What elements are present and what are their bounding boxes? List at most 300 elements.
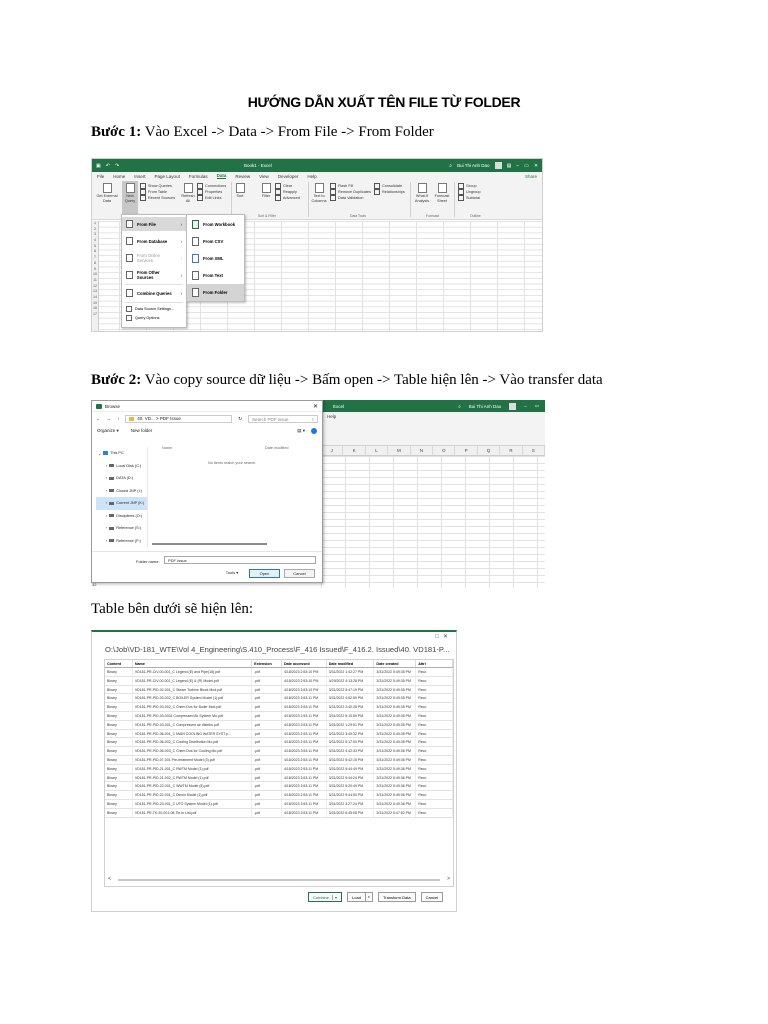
table-cell: 3/31/2022 3:27:24 PM (327, 800, 375, 808)
step-1-label: Bước 1: (91, 124, 142, 140)
table-cell: VD181-PR-PID-03-0031 Compressed Air System Mo.pdf (133, 712, 252, 720)
drive-icon (109, 464, 114, 467)
recent-sources-button[interactable]: Recent Sources (140, 195, 175, 201)
remove-duplicates-button[interactable]: Remove Duplicates (330, 189, 371, 195)
table-cell: Reco (416, 791, 453, 799)
nav-item[interactable]: ⌄ This PC (98, 451, 124, 456)
dialog-buttons (308, 892, 443, 902)
table-cell: 3/31/2022 5:49:36 PM (374, 774, 416, 782)
subtotal-button[interactable]: Subtotal (458, 195, 481, 201)
column-header[interactable]: Content (105, 660, 133, 667)
table-cell: 3/31/2022 5:49:35 PM (374, 677, 416, 685)
table-cell: 3/31/2022 5:49:36 PM (374, 782, 416, 790)
chevron-right-icon[interactable]: › (106, 476, 108, 481)
chevron-down-icon[interactable]: ⌄ (98, 451, 102, 456)
new-query-button[interactable]: New Query (123, 183, 137, 203)
address-bar (92, 412, 322, 425)
row-header[interactable]: 6 (94, 249, 96, 254)
table-cell: Reco (416, 747, 453, 755)
menu-home[interactable]: Home (113, 173, 126, 179)
transform-data-button[interactable]: Transform Data (378, 892, 416, 902)
table-row[interactable] (105, 730, 453, 739)
table-cell: Binary (105, 712, 133, 720)
chevron-right-icon[interactable]: › (106, 526, 108, 531)
table-cell: 4/18/2023 2:53:10 PM (282, 677, 327, 685)
table-cell: Binary (105, 686, 133, 694)
menu-from-file[interactable]: From File › (122, 217, 186, 231)
row-header[interactable]: 10 (93, 272, 97, 277)
table-cell: Binary (105, 756, 133, 764)
flash-fill-button[interactable]: Flash Fill (330, 183, 371, 189)
table-cell: .pdf (252, 668, 282, 676)
table-cell: .pdf (252, 756, 282, 764)
help-icon[interactable] (311, 428, 317, 434)
drive-icon (109, 527, 114, 530)
table-cell: Binary (105, 782, 133, 790)
table-cell: .pdf (252, 677, 282, 685)
what-if-analysis-button[interactable]: What-If Analysis (414, 183, 430, 203)
column-header[interactable]: K (343, 446, 365, 455)
from-file-submenu (186, 214, 245, 302)
table-cell: 3/31/2022 5:49:36 PM (374, 747, 416, 755)
table-cell: Binary (105, 800, 133, 808)
table-row[interactable] (105, 703, 453, 712)
table-cell: VD181-PR-CIV-00-001_C Legend (E) and Pipe(18).pdf (133, 668, 252, 676)
cloud-icon (126, 254, 133, 262)
menu-combine-queries[interactable]: Combine Queries › (122, 286, 186, 300)
file-list-header (162, 446, 312, 450)
column-header[interactable]: M (388, 446, 410, 455)
maximize-icon[interactable]: ▭ (534, 403, 539, 408)
nav-item[interactable]: › Reference (P:) (106, 538, 141, 543)
table-cell: VD181-PR-PID-06-001_C MAIN COOLING WATER SYST.p... (133, 730, 252, 738)
table-row[interactable] (105, 668, 453, 677)
table-cell: 3/31/2022 5:49:35 PM (374, 712, 416, 720)
row-header[interactable]: 14 (93, 294, 97, 299)
cancel-button[interactable]: Cancel (421, 892, 443, 902)
table-cell: 4/18/2023 2:53:11 PM (282, 730, 327, 738)
horizontal-scrollbar[interactable] (104, 876, 454, 883)
column-header[interactable]: P (455, 446, 477, 455)
menu-help[interactable]: Help (307, 173, 317, 179)
table-cell: VD181-PR-PID-06-002_C Cooling Distribution Mo.pdf (133, 738, 252, 746)
submenu-from-folder[interactable]: From Folder (187, 284, 244, 301)
data-validation-button[interactable]: Data Validation (330, 195, 371, 201)
table-cell: 4/18/2023 3:53:11 PM (282, 800, 327, 808)
excel-data-menu-screenshot (91, 158, 543, 332)
text-file-icon (192, 271, 199, 280)
table-cell: Reco (416, 756, 453, 764)
menu-formulas[interactable]: Formulas (188, 173, 208, 179)
column-headers (321, 446, 545, 456)
outline-group (458, 183, 481, 201)
table-cell: 4/18/2023 3:53:11 PM (282, 721, 327, 729)
table-row[interactable] (105, 791, 453, 800)
xml-icon (192, 254, 199, 263)
table-cell: VD181-PR-PID-02-001_C Steam Turbine Block Mod.pdf (133, 686, 252, 694)
table-cell: 4/18/2023 3:53:11 PM (282, 694, 327, 702)
browse-title-bar: Browse ✕ (92, 401, 322, 412)
connections-group (197, 183, 226, 201)
table-cell: VD181-PR-PID-21-001_C RWTM Model (1).pdf (133, 765, 252, 773)
table-cell: 4/18/2023 2:53:11 PM (282, 756, 327, 764)
redo-icon[interactable]: ↷ (114, 162, 120, 169)
folder-icon (129, 417, 134, 421)
table-cell: 3/31/2022 4:42:33 PM (327, 747, 375, 755)
reapply-button[interactable]: Reapply (275, 189, 300, 195)
row-header[interactable]: 13 (93, 289, 97, 294)
chevron-right-icon: › (180, 255, 182, 261)
avatar[interactable] (495, 162, 502, 169)
table-row[interactable] (105, 712, 453, 721)
menu-data-source-settings[interactable]: Data Source Settings... (126, 306, 174, 312)
menu-developer[interactable]: Developer (277, 173, 299, 179)
table-cell: .pdf (252, 791, 282, 799)
search-icon[interactable]: ⌕ (458, 403, 461, 409)
table-row[interactable] (105, 747, 453, 756)
submenu-from-xml[interactable]: From XML (187, 250, 244, 267)
table-cell: 3/31/2022 5:49:35 PM (374, 694, 416, 702)
advanced-button[interactable]: Advanced (275, 195, 300, 201)
nav-item[interactable]: › Closed JNP (I:) (106, 488, 142, 493)
relationships-button[interactable]: Relationships (374, 189, 405, 195)
scroll-left-icon[interactable]: < (108, 876, 111, 882)
table-cell: 3/31/2022 5:49:36 PM (374, 800, 416, 808)
menu-file[interactable]: File (97, 173, 105, 179)
cancel-button[interactable]: Cancel (284, 569, 315, 578)
share-button[interactable]: Share (524, 173, 537, 179)
row-header[interactable]: 3 (94, 232, 96, 237)
table-cell: .pdf (252, 694, 282, 702)
row-header[interactable]: 5 (94, 243, 96, 248)
table-row[interactable] (105, 738, 453, 747)
nav-item[interactable]: › Local Disk (C:) (106, 463, 142, 468)
excel-title-bar (92, 159, 542, 172)
column-header[interactable]: J (321, 446, 343, 455)
table-cell: VD181-PR-PID-07-001 Pre-treatment Model (3).pdf (133, 756, 252, 764)
menu-from-online-services[interactable]: From Online Services › (122, 251, 186, 265)
new-query-dropdown (121, 214, 187, 328)
refresh-icon[interactable]: ↻ (238, 415, 242, 421)
consolidate-button[interactable]: Consolidate (374, 183, 405, 189)
close-icon[interactable]: ✕ (312, 403, 318, 410)
table-cell: 4/18/2023 3:53:10 PM (282, 686, 327, 694)
get-external-data-button[interactable]: Get External Data (95, 183, 119, 203)
connections-button[interactable]: Connections (197, 183, 226, 189)
table-cell: Binary (105, 738, 133, 746)
minimize-icon[interactable]: – (524, 403, 527, 409)
folder-name-input[interactable]: PDF Issue (164, 556, 316, 564)
table-cell: 3/31/2022 1:42:27 PM (327, 668, 375, 676)
column-header[interactable]: Name (133, 660, 252, 667)
chevron-right-icon[interactable]: › (106, 463, 108, 468)
chevron-right-icon: › (180, 238, 182, 244)
database-icon (126, 237, 133, 245)
table-row[interactable] (105, 756, 453, 765)
table-cell: 3/31/2022 5:20:49 PM (327, 782, 375, 790)
table-cell: Reco (416, 730, 453, 738)
submenu-from-text[interactable]: From Text (187, 267, 244, 284)
table-cell: 4/18/2023 3:53:11 PM (282, 703, 327, 711)
menu-data[interactable]: Data (216, 173, 227, 178)
table-cell: 3/31/2022 1:29:51 PM (327, 721, 375, 729)
step-2 (91, 372, 603, 389)
table-cell: 4/18/2023 3:53:11 PM (282, 774, 327, 782)
column-header[interactable]: L (366, 446, 388, 455)
text-to-columns-button[interactable]: Text to Columns (311, 183, 327, 203)
filter-button[interactable]: Filter (260, 183, 272, 199)
table-cell: Reco (416, 703, 453, 711)
chevron-right-icon[interactable]: › (106, 488, 108, 493)
table-cell: VD181-PR-PID-22-001_C Dioxin Model (1).pdf (133, 791, 252, 799)
table-cell: .pdf (252, 730, 282, 738)
path-input[interactable]: 40. VD... > PDF Issue (125, 415, 232, 423)
other-sources-icon (126, 271, 133, 279)
table-cell: 3/31/2022 5:49:35 PM (374, 730, 416, 738)
table-row[interactable] (105, 694, 453, 703)
table-cell: .pdf (252, 738, 282, 746)
drive-icon (109, 477, 114, 480)
nav-item[interactable]: › DATA (D:) (106, 476, 133, 481)
csv-icon (192, 237, 199, 246)
table-cell: .pdf (252, 703, 282, 711)
from-table-button[interactable]: From Table (140, 189, 175, 195)
excel-menu-bar (321, 412, 545, 422)
forecast-sheet-button[interactable]: Forecast Sheet (434, 183, 450, 203)
menu-review[interactable]: Review (235, 173, 251, 179)
scroll-right-icon[interactable]: > (447, 876, 450, 882)
table-cell: 3/31/2022 5:49:35 PM (374, 668, 416, 676)
table-cell: 3/31/2022 5:49:36 PM (374, 791, 416, 799)
maximize-icon[interactable]: ▭ (524, 162, 529, 169)
table-cell: .pdf (252, 774, 282, 782)
table-row[interactable] (105, 721, 453, 730)
computer-icon (103, 451, 108, 455)
table-cell: Binary (105, 791, 133, 799)
table-cell: Binary (105, 730, 133, 738)
ungroup-button[interactable]: Ungroup (458, 189, 481, 195)
step-1-text: Vào Excel -> Data -> From File -> From Folder (141, 124, 434, 140)
nav-item[interactable]: › Reference (S:) (106, 526, 141, 531)
excel-icon (96, 404, 102, 409)
submenu-from-workbook[interactable]: From Workbook (187, 216, 244, 233)
table-cell: Binary (105, 668, 133, 676)
table-row[interactable] (105, 686, 453, 695)
undo-icon[interactable]: ↶ (105, 162, 110, 169)
new-folder-button[interactable]: New folder (130, 428, 153, 433)
submenu-from-csv[interactable]: From CSV (187, 233, 244, 250)
table-row[interactable] (105, 809, 453, 818)
table-cell: 4/18/2023 3:53:11 PM (282, 747, 327, 755)
table-cell: Binary (105, 747, 133, 755)
row-header[interactable]: 12 (93, 283, 97, 288)
drive-icon (109, 514, 114, 517)
maximize-icon[interactable]: □ (435, 634, 443, 640)
table-cell: 4/18/2023 2:53:11 PM (282, 765, 327, 773)
table-cell: VD181-PR-TK-30-001-08-Tie-in List.pdf (133, 809, 252, 817)
column-date-modified[interactable]: Date modified (265, 446, 289, 450)
table-cell: Reco (416, 721, 453, 729)
group-button[interactable]: Group (458, 183, 481, 189)
column-header[interactable]: Date created (374, 660, 416, 667)
search-icon[interactable]: ⌕ (449, 162, 453, 169)
open-button[interactable]: Open (249, 569, 280, 578)
table-cell: VD181-PR-PID-03-001_C Compressed air distribu.pdf (133, 721, 252, 729)
column-header[interactable]: Date accessed (282, 660, 327, 667)
folder-path: O:\Job\VD-181_WTE\Vol 4_Engineering\S.410_Process\F_416 Issued\F_416.2. Issued\40. VD181-P... (105, 645, 450, 654)
combine-button[interactable]: Combine ▾ (308, 892, 342, 902)
ribbon-display-icon[interactable]: ▤ (506, 162, 512, 169)
column-name[interactable]: Name (162, 446, 173, 450)
column-header[interactable]: Q (478, 446, 500, 455)
menu-from-database[interactable]: From Database › (122, 234, 186, 248)
menu-help[interactable]: Help (327, 414, 337, 419)
document-title: HƯỚNG DẪN XUẤT TÊN FILE TỪ FOLDER (247, 94, 521, 110)
column-header[interactable]: Extension (252, 660, 282, 667)
row-header[interactable]: 4 (94, 238, 96, 243)
table-cell: 3/31/2022 4:52:59 PM (327, 694, 375, 702)
table-cell: 3/31/2022 5:47:19 PM (327, 686, 375, 694)
table-row[interactable] (105, 782, 453, 791)
table-row[interactable] (105, 765, 453, 774)
table-row[interactable] (105, 774, 453, 783)
horizontal-scrollbar[interactable] (152, 543, 267, 545)
forward-icon[interactable]: → (106, 416, 111, 421)
table-cell: Reco (416, 677, 453, 685)
table-cell: .pdf (252, 800, 282, 808)
close-icon[interactable]: ✕ (533, 162, 539, 169)
data-tools-group-label: Data Tools (350, 214, 366, 218)
chevron-right-icon: › (180, 290, 182, 296)
table-cell: Reco (416, 738, 453, 746)
back-icon[interactable]: ← (96, 416, 101, 421)
row-header[interactable]: 15 (93, 300, 97, 305)
view-options-icon[interactable]: ▤ ▾ (297, 427, 305, 433)
table-cell: 3/31/2022 3:49:32 PM (327, 730, 375, 738)
step-3: Table bên dưới sẽ hiện lên: (91, 601, 254, 617)
up-icon[interactable]: ↑ (117, 416, 120, 421)
chevron-right-icon[interactable]: › (106, 538, 108, 543)
table-cell: .pdf (252, 809, 282, 817)
table-cell: VD181-PR-PID-03-002_C Chem Dos for Boiler Mod.pdf (133, 703, 252, 711)
table-cell: 3/31/2022 5:44:49 PM (327, 765, 375, 773)
row-headers (92, 221, 99, 332)
chevron-right-icon: › (180, 221, 182, 227)
worksheet-grid[interactable] (321, 456, 545, 588)
table-cell: .pdf (252, 686, 282, 694)
row-header[interactable]: 11 (93, 277, 97, 282)
table-cell: 3/31/2022 5:42:15 PM (327, 756, 375, 764)
column-header[interactable]: Attri (416, 660, 453, 667)
menu-page-layout[interactable]: Page Layout (154, 173, 180, 179)
drive-icon (109, 539, 114, 542)
navigation-pane (96, 447, 148, 547)
table-cell: 4/29/2022 4:13:28 PM (327, 677, 375, 685)
combine-icon (126, 289, 133, 297)
table-cell: 3/31/2022 6:45:08 PM (327, 809, 375, 817)
table-cell: 3/31/2022 5:17:00 PM (327, 738, 375, 746)
avatar[interactable] (509, 403, 516, 410)
nav-item[interactable]: › Disciplines (O:) (106, 513, 143, 518)
chevron-down-icon[interactable]: ▾ (366, 892, 373, 902)
column-header[interactable]: O (433, 446, 455, 455)
edit-links-button[interactable]: Edit Links (197, 195, 226, 201)
step-2-text: Vào copy source dữ liệu -> Bấm open -> Table hiện lên -> Vào transfer data (141, 372, 603, 388)
nav-item[interactable]: › Current JNP (K:) (96, 497, 147, 510)
table-cell: 3/31/2022 5:49:35 PM (374, 721, 416, 729)
row-header[interactable]: 9 (94, 266, 96, 271)
table-cell: Reco (416, 765, 453, 773)
close-icon[interactable]: ✕ (442, 634, 452, 640)
menu-insert[interactable]: Insert (134, 173, 146, 179)
forecast-group-label: Forecast (426, 214, 440, 218)
table-cell: VD181-PR-PID-22-001_C WWTM Model (5).pdf (133, 782, 252, 790)
scroll-track[interactable] (118, 879, 440, 881)
table-cell: Reco (416, 712, 453, 720)
sort-button[interactable]: Sort (234, 183, 246, 199)
table-cell: Binary (105, 721, 133, 729)
outline-group-label: Outline (470, 214, 481, 218)
row-header[interactable]: 8 (94, 260, 96, 265)
window-controls (435, 633, 452, 640)
table-cell: 3/31/2022 5:47:52 PM (374, 809, 416, 817)
properties-button[interactable]: Properties (197, 189, 226, 195)
table-body (105, 668, 453, 818)
table-cell: 3/31/2022 5:10:59 PM (327, 712, 375, 720)
row-header[interactable]: 2 (94, 226, 96, 231)
table-cell: .pdf (252, 765, 282, 773)
drive-icon (109, 489, 114, 492)
search-input[interactable]: Search PDF Issue ⌕ (248, 415, 318, 423)
table-row[interactable] (105, 677, 453, 686)
chevron-right-icon[interactable]: › (106, 513, 108, 518)
table-cell: .pdf (252, 782, 282, 790)
table-cell: 3/31/2022 5:44:24 PM (327, 774, 375, 782)
table-cell: VD181-PR-PID-21-002_C RWTM Model (1).pdf (133, 774, 252, 782)
row-header[interactable]: 17 (93, 312, 97, 316)
column-header[interactable]: Date modified (327, 660, 375, 667)
column-header[interactable]: N (411, 446, 433, 455)
row-header[interactable]: 16 (93, 306, 97, 311)
chevron-down-icon[interactable]: ▾ (332, 895, 337, 900)
column-header[interactable]: R (500, 446, 522, 455)
table-preview-screenshot (91, 630, 457, 912)
menu-from-other-sources[interactable]: From Other Sources › (122, 268, 186, 282)
table-cell: 4/18/2023 3:53:11 PM (282, 782, 327, 790)
save-icon[interactable]: ▣ (96, 162, 101, 169)
menu-view[interactable]: View (259, 173, 269, 179)
search-icon: ⌕ (311, 416, 314, 422)
clear-button[interactable]: Clear (275, 183, 300, 189)
refresh-all-button[interactable]: Refresh All (180, 183, 196, 203)
column-header[interactable]: S (523, 446, 545, 455)
row-header[interactable]: 1 (94, 221, 96, 225)
organize-button[interactable]: Organize ▾ (97, 427, 119, 433)
browse-dialog-screenshot (91, 400, 545, 588)
minimize-icon[interactable]: – (516, 162, 520, 169)
load-split-button (347, 892, 373, 902)
show-queries-button[interactable]: Show Queries (140, 183, 175, 189)
tools-button[interactable]: Tools ▾ (225, 570, 239, 575)
table-cell: 3/31/2022 5:49:36 PM (374, 756, 416, 764)
chevron-right-icon: › (180, 272, 182, 278)
chevron-right-icon[interactable]: › (106, 501, 108, 506)
load-button[interactable]: Load (347, 892, 366, 902)
menu-query-options[interactable]: Query Options (126, 315, 159, 321)
table-row[interactable] (105, 800, 453, 809)
row-header[interactable]: 7 (94, 255, 96, 260)
excel-title-bar: Excel ⌕ Bui Thi Anh Dao – ▭ (321, 400, 545, 412)
